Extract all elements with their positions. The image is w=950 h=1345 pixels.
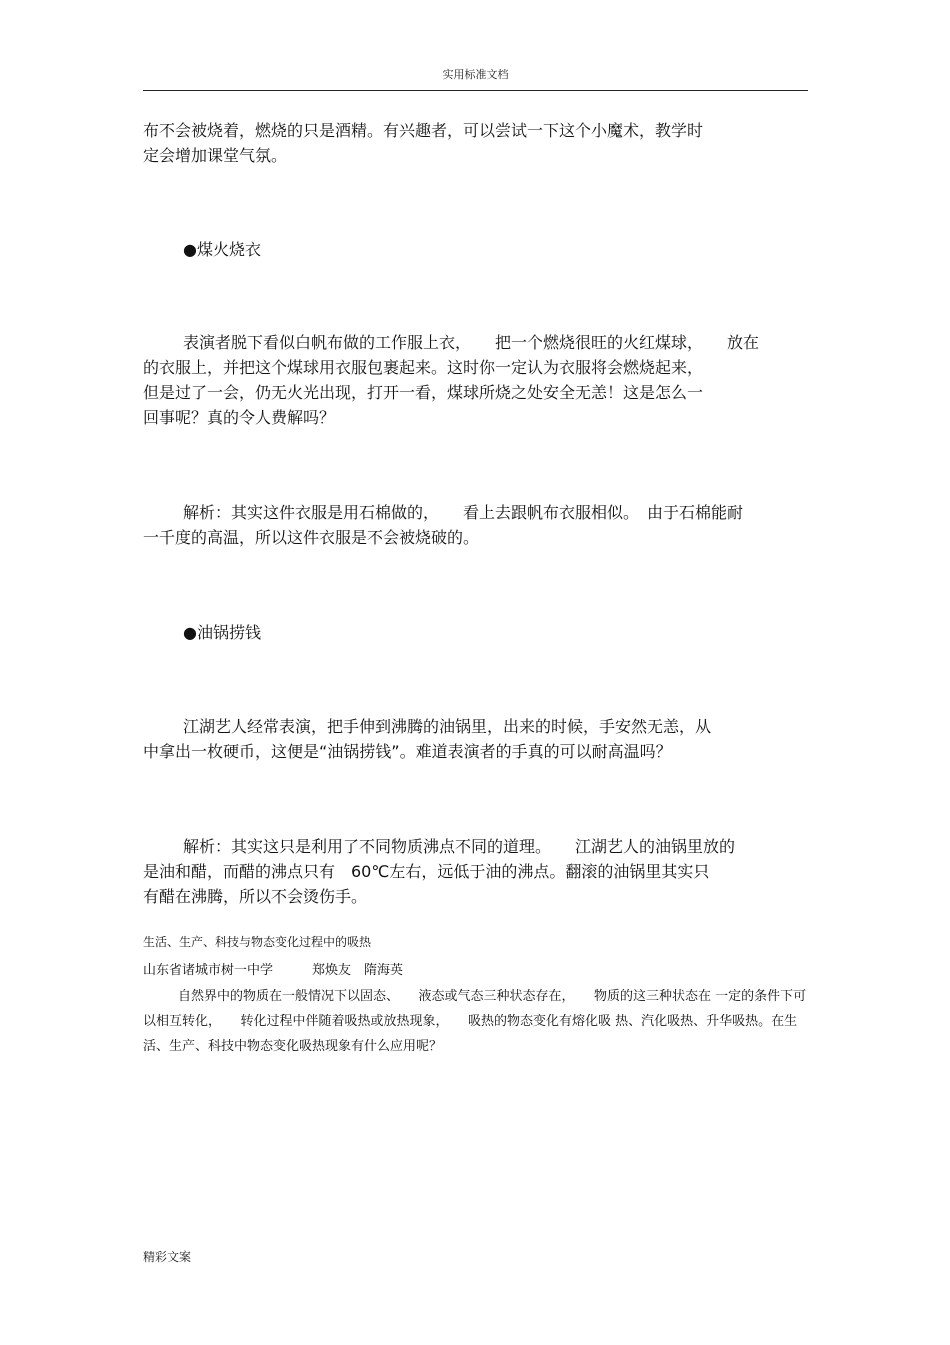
section-heading-oil-pot: ●油锅捞钱 [183,623,261,642]
article-body [143,984,808,1059]
story-line: 中拿出一枚硬币，这便是“油锅捞钱”。难道表演者的手真的可以耐高温吗？ [143,742,672,761]
article-body-line: 热、汽化吸热、升华吸热。在生活、生产、科技中物态变化吸热现象有什么应用呢？ [143,1014,798,1054]
page-header [143,66,808,91]
article-body-line: 自然界中的物质在一般情况下以固态、 液态或气态三种状态存在， 物质的这三种状态在 [178,989,712,1004]
story-line: 表演者脱下看似白帆布做的工作服上衣， 把一个燃烧很旺的火红煤球， 放在 [183,333,760,352]
story-line: 但是过了一会，仍无火光出现，打开一看，煤球所烧之处安全无恙！这是怎么一 [143,383,704,402]
story-line: 回事呢？真的令人费解吗？ [143,408,336,427]
analysis-line: 有醋在沸腾，所以不会烫伤手。 [143,887,368,906]
intro-line: 定会增加课堂气氛。 [143,146,288,165]
article-author-line: 山东省诸城市树一中学 郑焕友 隋海英 [143,963,404,978]
coal-fire-analysis [143,500,808,550]
page-footer: 精彩文案 [143,1250,192,1264]
article-body-line: 一定的条件下可以相互转化， 转化过程中伴随着吸热或放热现象， 吸热的物态变化有熔化吸 [143,989,807,1029]
analysis-line: 一千度的高温，所以这件衣服是不会被烧破的。 [143,528,480,547]
oil-pot-analysis [143,834,808,909]
article-title: 生活、生产、科技与物态变化过程中的吸热 [143,935,372,949]
story-line: 江湖艺人经常表演，把手伸到沸腾的油锅里，出来的时候，手安然无恙，从 [183,717,712,736]
analysis-line: 解析：其实这只是利用了不同物质沸点不同的道理。 江湖艺人的油锅里放的 [183,837,736,856]
intro-line: 布不会被烧着，燃烧的只是酒精。有兴趣者，可以尝试一下这个小魔术，教学时 [143,121,704,140]
coal-fire-story [143,330,808,430]
analysis-line: 解析：其实这件衣服是用石棉做的， 看上去跟帆布衣服相似。 由于石棉能耐 [183,503,744,522]
analysis-line: 是油和醋，而醋的沸点只有 60℃左右，远低于油的沸点。翻滚的油锅里其实只 [143,862,710,881]
oil-pot-story [143,714,808,764]
section-heading-coal-fire: ●煤火烧衣 [183,240,261,259]
header-title: 实用标准文档 [442,68,509,81]
intro-paragraph [143,118,808,168]
story-line: 的衣服上，并把这个煤球用衣服包裹起来。这时你一定认为衣服将会燃烧起来， [143,358,704,377]
